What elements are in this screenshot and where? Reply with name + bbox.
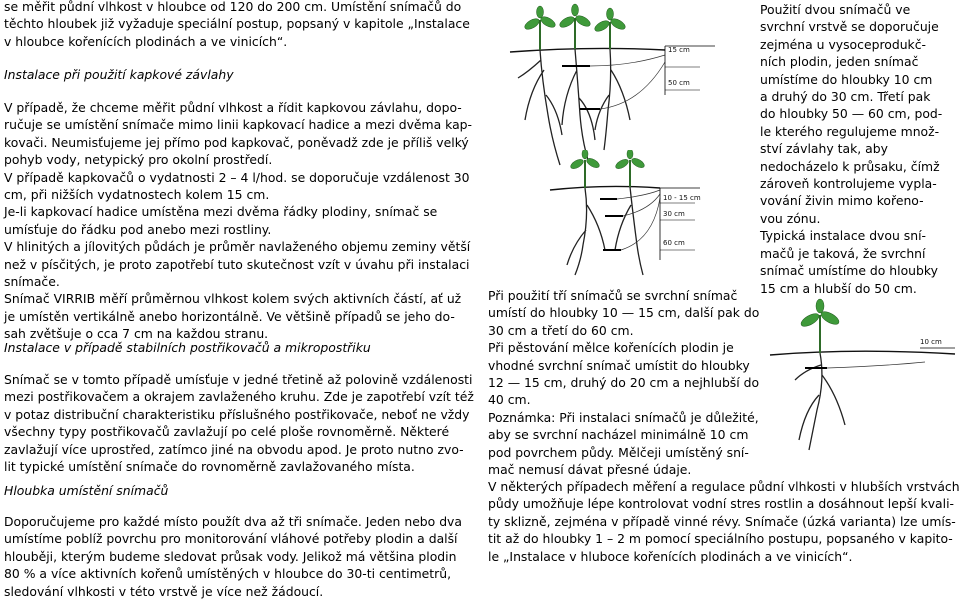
sensor-depth-heading: Hloubka umístění snímačů xyxy=(4,483,169,498)
text-line: vou zónu. xyxy=(760,210,821,226)
drip-irrigation-paragraph xyxy=(4,99,472,343)
text-line: Použití dvou snímačů ve xyxy=(760,2,911,17)
text-line: nedocházelo k průsaku, čímž xyxy=(760,158,940,174)
sensor-depth-paragraph xyxy=(4,513,462,600)
text-line: pohyb vody, netypický pro okolní prostředí. xyxy=(4,152,273,168)
text-line: V hlinitých a jílovitých půdách je průměr navlaženého objemu zeminy větší xyxy=(4,239,471,255)
text-line: 80 % a více aktivních kořenů umístěných v hloubce do 30-ti centimetrů, xyxy=(4,566,452,582)
plant-middle xyxy=(558,4,595,160)
text-line: snímače. xyxy=(4,274,60,290)
text-line: Doporučujeme pro každé místo použít dva až tři snímače. Jeden nebo dva xyxy=(4,514,462,529)
text-line: všechny typy postřikovačů zavlažují po celé ploše rovnoměrně. Některé xyxy=(4,424,450,440)
text-line: hlouběji, kterým budeme sledovat průsak vody. Jelikož má většina plodin xyxy=(4,548,457,564)
three-sensor-paragraph xyxy=(488,287,759,478)
text-line: snímač umístíme do hloubky xyxy=(760,263,938,279)
text-line: 30 cm a třetí do 60 cm. xyxy=(488,322,634,338)
text-line: Při použití tří snímačů se svrchní snímač xyxy=(488,288,738,303)
text-line: Poznámka: Při instalaci snímačů je důležité, xyxy=(488,409,759,425)
depth-label: 10 cm xyxy=(920,338,942,346)
text-line: těchto hloubek již vyžaduje speciální postup, popsaný v kapitole „Instalace xyxy=(4,16,470,32)
text-line: tit až do hloubky 1 – 2 m pomocí speciálního postupu, popsaného v kapito- xyxy=(488,531,953,547)
text-line: Při pěstování mělce kořenících plodin je xyxy=(488,340,734,356)
plant-left xyxy=(518,6,562,165)
three-sensor-diagram xyxy=(545,150,755,280)
text-line: než v písčitých, je proto zapotřebí tuto skutečnost vzít v úvahu při instalaci xyxy=(4,256,470,272)
text-line: vhodné svrchní snímač umístit do hloubky xyxy=(488,357,750,373)
text-line: v hloubce kořenících plodinách a ve vinicích“. xyxy=(4,33,288,49)
text-line: V některých případech měření a regulace půdní vlhkosti v hlubších vrstvách xyxy=(488,479,960,494)
deep-layer-paragraph xyxy=(488,478,960,565)
text-line: vování živin mimo kořeno- xyxy=(760,193,924,209)
two-sensor-paragraph xyxy=(760,1,942,297)
intro-paragraph xyxy=(4,0,470,50)
text-line: lit typické umístění snímače do rovnoměrně zavlažovaného místa. xyxy=(4,459,415,475)
depth-label: 50 cm xyxy=(668,79,690,87)
text-line: umístíme poblíž povrchu pro monitorování vláhové potřeby plodin a další xyxy=(4,531,458,547)
text-line: zejména u vysoceprodukč- xyxy=(760,36,927,52)
text-line: se měřit půdní vlhkost v hloubce od 120 do 200 cm. Umístění snímačů do xyxy=(4,0,462,14)
soil-surface xyxy=(550,186,660,190)
text-line: mač nemusí dávat přesné údaje. xyxy=(488,462,692,478)
depth-label: 60 cm xyxy=(663,239,685,247)
text-line: kovači. Neumisťujeme jej přímo pod kapkovač, poněvadž zde je příliš velký xyxy=(4,134,469,150)
text-line: a druhý do 30 cm. Třetí pak xyxy=(760,89,931,105)
text-line: Typická instalace dvou sní- xyxy=(760,228,926,244)
text-line: zavlažují více uprostřed, zatímco jiné na obvodu apod. Je proto nutno zvo- xyxy=(4,441,464,457)
text-line: umístí do hloubky 10 — 15 cm, další pak do xyxy=(488,305,760,321)
text-line: ních plodin, jeden snímač xyxy=(760,54,919,70)
text-line: cm, při nižších vydatnostech kolem 15 cm. xyxy=(4,187,270,203)
plant-right xyxy=(614,150,646,275)
text-line: je umístěn vertikálně anebo horizontálně. Ve většině případů se jeho do- xyxy=(4,308,455,324)
text-line: Snímač se v tomto případě umísťuje v jedné třetině až polovině vzdálenosti xyxy=(4,372,473,387)
text-line: Snímač VIRRIB měří průměrnou vlhkost kolem svých aktivních částí, ať už xyxy=(4,291,462,307)
sprinkler-paragraph xyxy=(4,371,474,475)
text-line: 40 cm. xyxy=(488,392,531,408)
text-line: umísťuje do řádku pod anebo mezi rostliny. xyxy=(4,221,272,237)
sprinkler-heading: Instalace v případě stabilních postřikovačů a mikropostřiku xyxy=(4,340,371,355)
text-line: v potaz distribuční charakteristiku příslušného postřikovače, neboť ne vždy xyxy=(4,406,470,422)
text-line: půdy umožňuje lépe kontrolovat vodní stres rostlin a dosáhnout lepší kvali- xyxy=(488,496,954,512)
text-line: ství závlahy tak, aby xyxy=(760,141,888,157)
text-line: mezi postřikovačem a okrajem zavlaženého kruhu. Zde je zapotřebí vzít též xyxy=(4,389,474,405)
soil-surface xyxy=(770,351,955,355)
single-sensor-diagram xyxy=(765,280,960,455)
depth-label: 10 - 15 cm xyxy=(663,194,701,202)
text-line: Je-li kapkovací hadice umístěna mezi dvěma řádky plodiny, snímač se xyxy=(4,204,438,220)
text-line: sah zvětšuje o cca 7 cm na každou stranu. xyxy=(4,326,269,342)
plant-right xyxy=(593,8,630,150)
text-line: pod povrchem půdy. Mělčeji umístěný sní- xyxy=(488,444,749,460)
text-line: aby se svrchní nacházel minimálně 10 cm xyxy=(488,427,749,443)
text-line: sledování vlhkosti v této vrstvě je více než žádoucí. xyxy=(4,583,324,599)
text-line: ručuje se umístění snímače mimo linii kapkovací hadice a mezi dvěma kap- xyxy=(4,117,473,133)
text-line: mačů je taková, že svrchní xyxy=(760,245,926,261)
text-line: umístíme do hloubky 10 cm xyxy=(760,71,933,87)
soil-surface xyxy=(510,48,665,52)
depth-label: 15 cm xyxy=(668,46,690,54)
text-line: 15 cm a hlubší do 50 cm. xyxy=(760,280,917,296)
plant-left xyxy=(567,150,605,275)
text-line: le „Instalace v hluboce kořenících plodinách a ve vinicích“. xyxy=(488,548,853,564)
text-line: 12 — 15 cm, druhý do 20 cm a nejhlubší do xyxy=(488,375,760,391)
text-line: ty sklizně, zejména v případě vinné révy. Snímače (úzká varianta) lze umís- xyxy=(488,513,956,529)
text-line: V případě kapkovačů o vydatnosti 2 – 4 l/hod. se doporučuje vzdálenost 30 xyxy=(4,169,470,185)
depth-label: 30 cm xyxy=(663,210,685,218)
plant xyxy=(795,299,845,450)
text-line: zároveň kontrolujeme vypla- xyxy=(760,176,937,192)
drip-irrigation-heading: Instalace při použití kapkové závlahy xyxy=(4,67,234,82)
text-line: V případě, že chceme měřit půdní vlhkost a řídit kapkovou závlahu, dopo- xyxy=(4,100,462,115)
text-line: svrchní vrstvě se doporučuje xyxy=(760,19,939,35)
text-line: do hloubky 50 — 60 cm, pod- xyxy=(760,106,943,122)
text-line: le kterého regulujeme množ- xyxy=(760,123,940,139)
